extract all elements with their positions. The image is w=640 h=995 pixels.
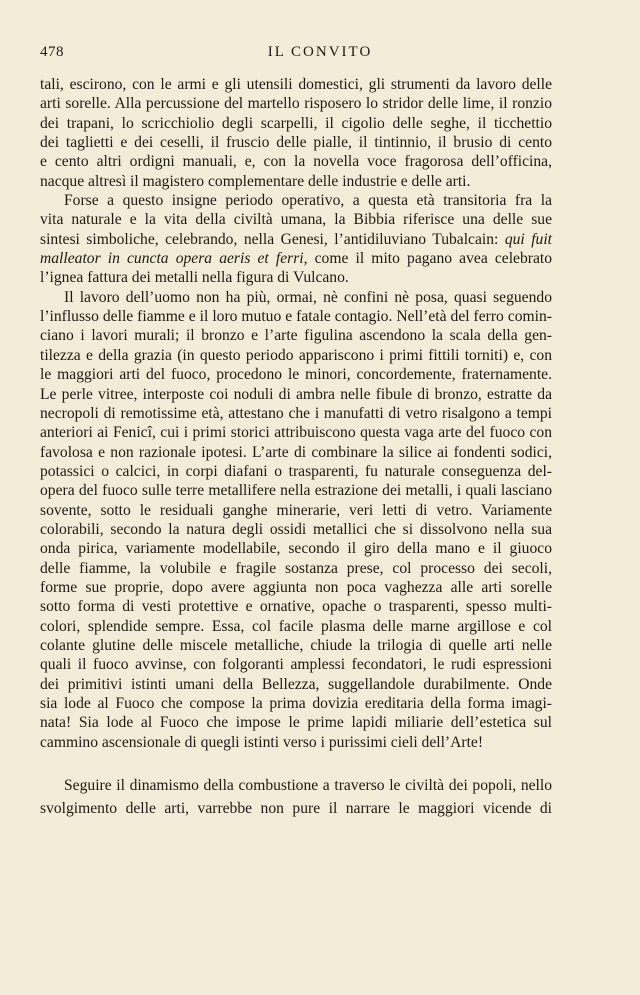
text-line: colorabili, secondo la natura degli ossidi metallici che si dissolvono nella sua (40, 520, 552, 538)
text-line: opera del fuoco sulle terre metallifere nella estrazione dei metalli, i quali lasciano (40, 482, 552, 500)
text-line: sia lode al Fuoco che compose la prima dovizia ereditaria della forma imagi- (40, 695, 552, 712)
text-line: ciano i lavori murali; il bronzo e l’arte figulina ascendono la scala della gen- (40, 327, 552, 345)
text-line: delle fiamme, la volubile e fragile sostanza prese, col processo dei secoli, (40, 559, 552, 577)
text-line: dei taglietti e dei ceselli, il fruscio delle pialle, il tintinnio, il brusio di cento (40, 134, 552, 152)
text-line: nata! Sia lode al Fuoco che impose le prime lapidi miliarie dell’estetica sul (40, 714, 552, 732)
text-line: forme sue proprie, dopo avere aggiunta non poca vaghezza alle arti sorelle (40, 578, 552, 596)
paragraph-4 (40, 775, 552, 820)
text-line: l’influsso delle fiamme e il loro mutuo e fatale contagio. Nell’età del ferro comin- (40, 308, 552, 326)
text-line: cammino ascensionale di quegli istinti verso i purissimi cieli dell’Arte! (40, 733, 484, 751)
text-line: Le perle vitree, interposte coi noduli di ambra nelle fibule di bronzo, estratte da (40, 385, 552, 403)
text-line: necropoli di remotissime età, attestano che i manufatti di vetro risalgono a tempi (40, 404, 552, 422)
paragraph-2 (40, 191, 552, 288)
text-line-with-quote (40, 249, 552, 268)
text-line: dei trapani, lo scricchiolio degli scarpelli, il cigolio delle seghe, il ticchettio (40, 114, 552, 132)
text-line: nacque altresì il magistero complementare delle industrie e delle arti. (40, 172, 471, 190)
text-line: tilezza e della grazia (in questo periodo appariscono i primi fittili torniti) e, con (40, 346, 552, 364)
text-fragment: sintesi simboliche, celebrando, nella Genesi, l’antidiluviano Tubalcain: (40, 230, 505, 248)
paragraph-1 (40, 75, 552, 191)
italic-quote: malleator in cuncta opera aeris et ferri, (40, 250, 308, 268)
body-text (40, 75, 552, 752)
text-line: e cento altri ordigni manuali, e, con la novella voce fragorosa dell’officina, (40, 153, 552, 171)
text-line: colante glutine delle miscele metalliche, chiude la trilogia di quelle arti nelle (40, 636, 552, 654)
text-line: potassici o calcici, in corpi diafani o trasparenti, fu naturale conseguenza del- (40, 462, 552, 480)
page-number: 478 (40, 44, 64, 60)
text-line: arti sorelle. Alla percussione del martello risposero lo stridor delle lime, il ronzio (40, 95, 552, 113)
text-line: Il lavoro dell’uomo non ha più, ormai, nè confini nè posa, quasi seguendo (64, 288, 552, 306)
paragraph-3 (40, 288, 552, 752)
italic-quote: qui fuit (504, 230, 552, 248)
text-line: anteriori ai Fenicî, cui i primi storici attribuiscono questa vaga arte del fuoco con (40, 424, 552, 442)
text-fragment: come il mito pagano avea celebrato (307, 250, 552, 268)
text-line: sovente, sotto le residuali ganghe minerarie, veri letti di vetro. Variamente (40, 501, 552, 519)
text-line: colori, splendide sempre. Essa, col facile plasma delle marne argillose e col (40, 617, 552, 635)
text-line-with-quote (40, 230, 552, 249)
text-line: tali, escirono, con le armi e gli utensili domestici, gli strumenti da lavoro delle (40, 76, 552, 93)
text-line: svolgimento delle arti, varrebbe non pure il narrare le maggiori vicende di (40, 799, 552, 817)
text-line: le maggiori arti del fuoco, procedono le minori, concordemente, fraternamente. (40, 366, 552, 384)
text-line: Forse a questo insigne periodo operativo, a questa età transitoria fra la (64, 192, 552, 210)
text-line: favolosa e non razionale ipotesi. L’arte di combinare la silice ai fondenti sodici, (40, 443, 552, 461)
text-line: Seguire il dinamismo della combustione a traverso le civiltà dei popoli, nello (64, 777, 552, 794)
text-line: onda pirica, variamente modellabile, secondo il giro della mano e il giuoco (40, 540, 552, 558)
running-title: IL CONVITO (267, 44, 373, 60)
text-line: quali il fuoco avvinse, con folgoranti amplessi fecondatori, le rudi espressioni (40, 656, 552, 674)
text-line: l’ignea fattura dei metalli nella figura di Vulcano. (40, 269, 349, 287)
text-line: sotto forma di vesti protettive e ornative, opache o trasparenti, spesso multi- (40, 598, 552, 616)
text-line: vita naturale e la vita della civiltà umana, la Bibbia riferisce una delle sue (40, 211, 552, 229)
text-line: dei primitivi istinti umani della Bellezza, suggellandole durabilmente. Onde (40, 675, 552, 693)
